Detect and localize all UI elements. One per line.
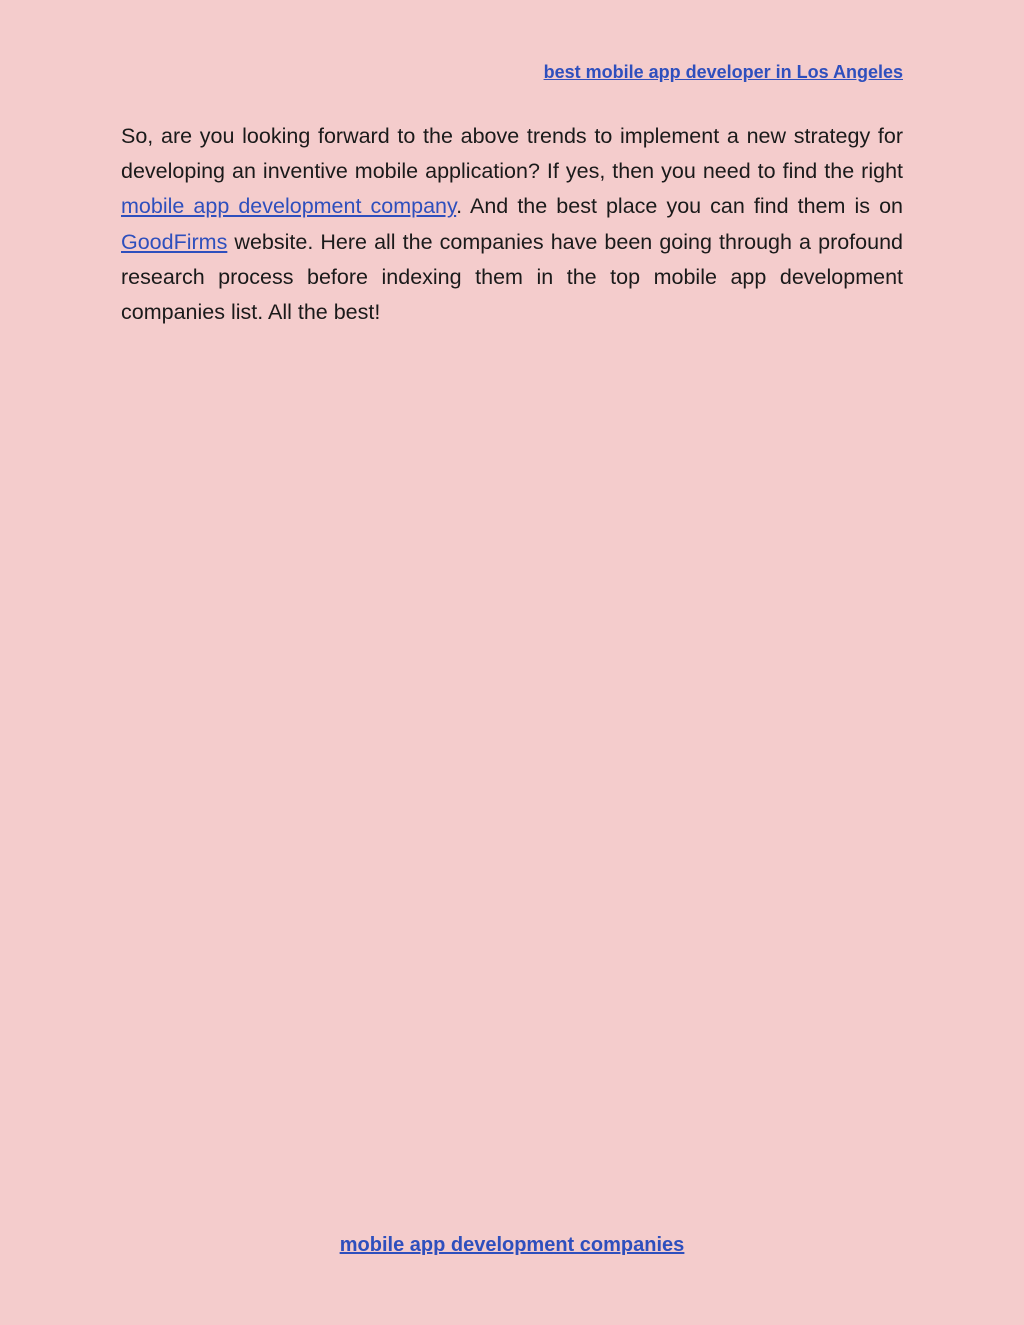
paragraph-text-part3: website. Here all the companies have been going through a profound research process before indexing them in the top mobile app development companies list. All the best! — [121, 229, 903, 325]
goodfirms-link[interactable]: GoodFirms — [121, 229, 228, 254]
mobile-app-development-company-link[interactable]: mobile app development company — [121, 194, 457, 219]
paragraph-text-part2: . And the best place you can find them is on — [456, 194, 903, 219]
footer-link[interactable]: mobile app development companies — [339, 1234, 685, 1256]
header-link[interactable]: best mobile app developer in Los Angeles — [543, 62, 903, 82]
body-paragraph — [121, 119, 903, 330]
footer — [0, 1234, 1024, 1257]
paragraph-text-part1: So, are you looking forward to the above trends to implement a new strategy for developing an inventive mobile application? If yes, then you need to find the right — [121, 124, 903, 184]
